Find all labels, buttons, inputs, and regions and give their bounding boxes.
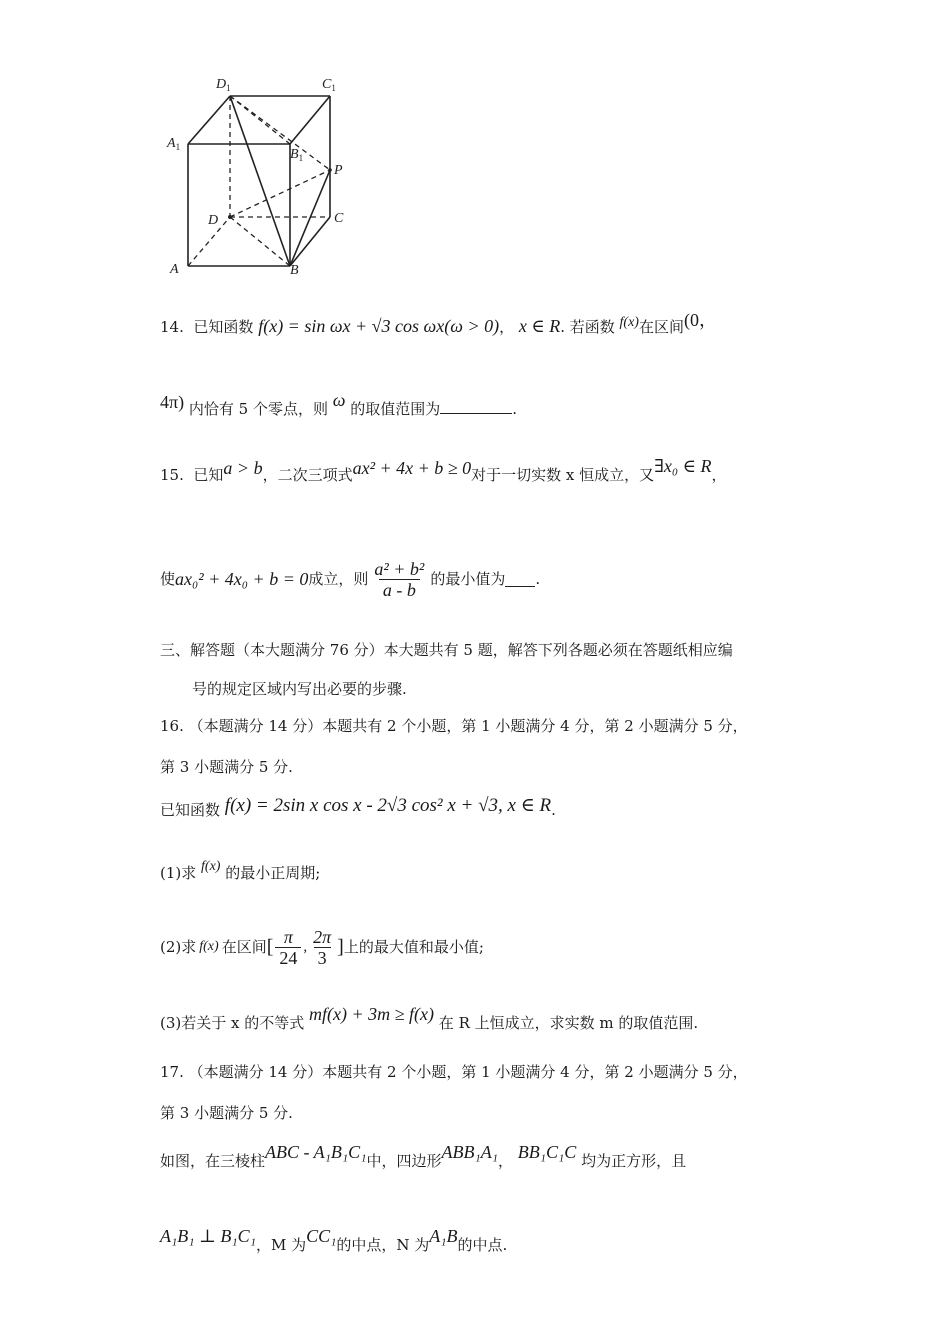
q15-number: 15. [160,466,184,484]
q14-line1 [160,310,717,339]
q14-text-b: . 若函数 [560,318,615,336]
q17-l1-d: 均为正方形，且 [581,1152,687,1170]
label-d1: $D_1$ [216,77,231,93]
q14-line2 [160,390,518,419]
q17-l2-b: 的中点，N 为 [336,1236,430,1254]
edge-b-c [290,217,330,266]
q15-text-e: 成立，则 [308,570,369,588]
q15-text-b: ，二次三项式 [262,466,353,484]
label-b: B [290,263,299,278]
hidden-d-p [230,170,330,217]
q14-text-c: 在区间 [638,318,684,336]
edge-d1-b [230,96,290,266]
q16-header2 [160,757,293,777]
q16-p2-comma: , [303,939,308,955]
q17-a1b: A₁B [429,1226,458,1246]
q16-header2-text: 第 3 小题满分 5 分. [160,758,293,776]
q17-l1-a: 如图，在三棱柱 [160,1152,266,1170]
q15-ineq: ax² + 4x + b ≥ 0 [352,458,472,478]
q16-given-a: 已知函数 [160,801,221,819]
q14-omega: ω [332,390,346,410]
edge-b1-c1 [290,96,330,144]
q16-p2-frac1-num: π [283,926,293,947]
q15-frac-den: a - b [379,579,420,600]
q14-comma: ， [499,318,515,336]
q17-quad1: ABB₁A₁ [441,1142,498,1162]
cube-figure [158,70,378,290]
q15-comma: ， [711,466,727,484]
q15-text-a: 已知 [193,466,224,484]
q14-formula: f(x) = sin ωx + √3 cos ωx(ω > 0) [258,316,500,336]
q15-fraction [370,559,428,600]
label-a: A [170,262,179,277]
q15-answer-blank[interactable] [505,572,535,587]
q17-quad2: BB₁C₁C [517,1142,577,1162]
point-d-dot [228,215,232,219]
q14-interval-open: (0， [683,310,717,330]
q17-l1-b: 中，四边形 [366,1152,442,1170]
q16-p2-frac2-num: 2π [313,926,332,947]
section3-line2 [192,679,407,699]
q16-part3 [160,1004,699,1033]
q16-p2-a: (2)求 [160,938,197,956]
q17-l2-c: 的中点. [457,1236,508,1254]
q16-p1-a: (1)求 [160,864,197,882]
label-p: P [334,163,343,178]
q16-p3-ineq: mf(x) + 3m ≥ f(x) [309,1004,435,1024]
q16-p2-frac1 [275,927,301,968]
q15-line1 [160,456,727,485]
label-d: D [208,213,219,228]
q14-domain: x ∈ R [518,316,561,336]
section3-text2: 号的规定区域内写出必要的步骤. [192,680,407,698]
q14-interval-close: 4π) [160,392,185,412]
hidden-d1-p [230,96,330,170]
q16-p2-frac2 [309,927,335,968]
q16-given [160,795,556,820]
q15-text-f: 的最小值为 [430,570,506,588]
q16-given-end: . [551,801,556,819]
label-b1: $B_1$ [290,147,304,163]
q16-p2-c: 上的最大值和最小值; [343,938,484,956]
q14-text-d: 内恰有 5 个零点，则 [188,400,328,418]
q15-line2 [160,554,540,604]
q17-l1-c: ， [497,1152,513,1170]
q17-prism: ABC - A₁B₁C₁ [265,1142,367,1162]
q15-exists: ∃x₀ ∈ R [654,456,712,476]
q14-end: . [512,400,518,418]
q16-p2-b: 在区间 [221,938,267,956]
q17-cc1: CC₁ [306,1226,337,1246]
label-c1: $C_1$ [322,77,336,93]
label-a1: $A_1$ [167,136,181,152]
q14-answer-blank[interactable] [440,399,512,414]
q17-header1-text: 17. （本题满分 14 分）本题共有 2 个小题，第 1 小题满分 4 分，第 2 小题满分 5 分， [160,1063,748,1081]
q16-p3-a: (3)若关于 x 的不等式 [160,1014,305,1032]
q15-end: . [535,570,541,588]
q14-text-e: 的取值范围为 [350,400,441,418]
q15-frac-num: a² + b² [374,558,425,579]
q14-number: 14. [160,318,184,336]
q16-part2 [160,922,484,972]
q16-part1 [160,859,321,885]
q17-line1 [160,1142,687,1171]
edge-b-p [290,170,330,266]
q16-p2-fx: f(x) [199,939,219,954]
label-c: C [334,211,344,226]
q16-p1-b: 的最小正周期; [225,864,321,882]
q17-header1 [160,1062,748,1082]
q16-header1-text: 16. （本题满分 14 分）本题共有 2 个小题，第 1 小题满分 4 分，第 2 小题满分 5 分， [160,717,748,735]
q16-p2-bracket-open: [ [266,936,274,958]
edge-a1-d1 [188,96,230,144]
q16-given-formula: f(x) = 2sin x cos x - 2√3 cos² x + √3, x ∈ R [224,795,552,816]
q16-p2-frac2-den: 3 [314,947,331,968]
point-p-dot [328,168,332,172]
q15-text-d: 使 [160,570,176,588]
q17-line2 [160,1226,508,1255]
section3-text1: 三、解答题（本大题满分 76 分）本大题共有 5 题，解答下列各题必须在答题纸相应编 [160,641,733,659]
section3-line1 [160,640,733,660]
q16-p2-bracket-close: ] [337,936,344,958]
q15-text-c: 对于一切实数 x 恒成立，又 [471,466,655,484]
q15-cond: a > b [223,458,263,478]
q16-header1 [160,716,748,736]
q16-p1-fx: f(x) [201,859,221,874]
q16-p2-frac1-den: 24 [275,947,301,968]
q17-header2-text: 第 3 小题满分 5 分. [160,1104,293,1122]
q16-p3-b: 在 R 上恒成立，求实数 m 的取值范围. [438,1014,699,1032]
q14-text-a: 已知函数 [193,318,254,336]
q17-perp: A₁B₁ ⊥ B₁C₁ [160,1226,256,1246]
q15-eq: ax₀² + 4x₀ + b = 0 [175,569,309,589]
q14-fx: f(x) [619,315,639,330]
q17-header2 [160,1103,293,1123]
q17-l2-a: ，M 为 [255,1236,307,1254]
